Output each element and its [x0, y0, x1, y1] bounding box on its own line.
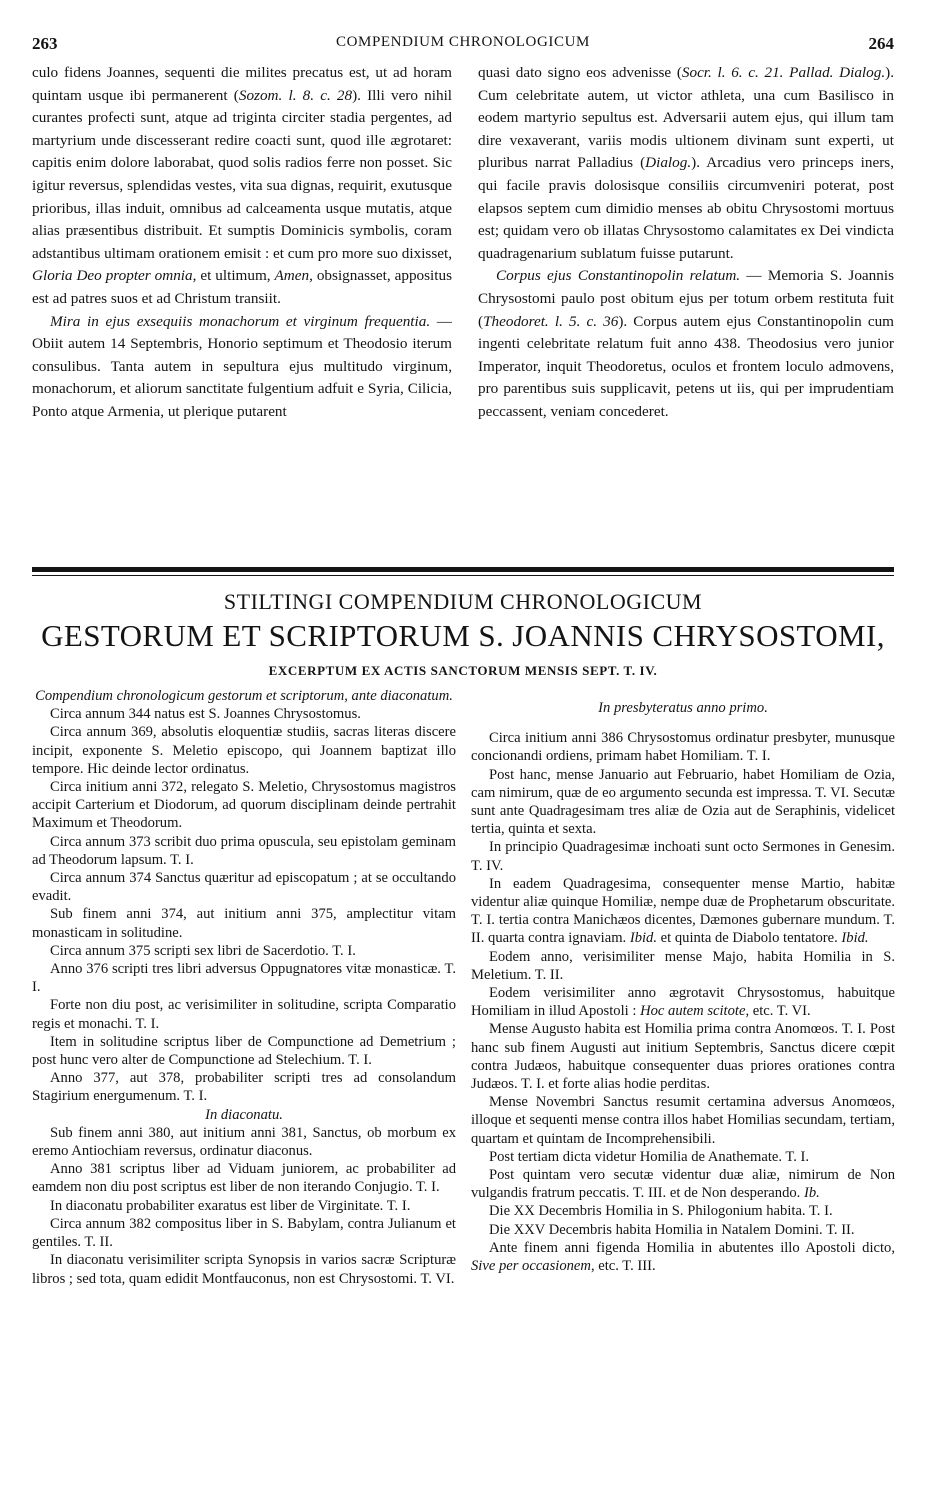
section-title: In presbyteratus anno primo. [598, 700, 768, 716]
quotation: Hoc autem scitote [640, 1003, 746, 1020]
page-number-right: 264 [868, 34, 894, 53]
paragraph: culo fidens Joannes, sequenti die milites precatus est, ut ad horam quintam usque ibi permanerent (Sozom. l. 8. c. 28). Illi vero nihil curantes profecti sunt, atque ad triginta circiter stadia pergentes, ad martyrium unde discesserant redire coacti sunt, quod ille ægrotaret: capitis enim dolore laborabat, quod solis radios ferre non posset. Sic igitur reversus, splendidas vestes, vita sua dignas, requirit, exutusque prioribus, illas induit, omnibus ad calceamenta usque mutatis, atque alias præsentibus distribuit. Et sumptis Dominicis symbolis, coram adstantibus ultimam orationem emisit : et cum pro more suo dixisset, Gloria Deo propter omnia, et ultimum, Amen, obsignasset, appositus est ad patres suos et ad Christum transiit. [32, 64, 452, 307]
chronology-entry: Eodem verisimiliter anno ægrotavit Chrysostomus, habuitque Homiliam in illud Apostoli : Hoc autem scitote, etc. T. VI. [471, 985, 895, 1020]
chronology-entry: Circa annum 344 natus est S. Joannes Chrysostomus. [50, 706, 361, 723]
page-number-left: 263 [32, 34, 58, 53]
chronology-entry: Circa annum 374 Sanctus quæritur ad episcopatum ; at se occultando evadit. [32, 870, 456, 905]
citation: Socr. l. 6. c. 21. Pallad. Dialog. [681, 64, 886, 81]
paragraph: Corpus ejus Constantinopolin relatum. — Memoria S. Joannis Chrysostomi paulo post obitum ejus per totum orbem restituta fuit (Theodoret. l. 5. c. 36). Corpus autem ejus Constantinopolin cum ingenti celebritate relatum fuit anno 438. Theodosius vero junior Imperator, inquit Theodoretus, oculos et frontem loculo admovens, pro parentibus suis supplicavit, petens ut iis, qui per imprudentiam peccassent, veniam concederet. [478, 267, 894, 420]
section-title: Compendium chronologicum gestorum et scriptorum, ante diaconatum. [35, 688, 453, 704]
chronology-entry: Circa annum 375 scripti sex libri de Sacerdotio. T. I. [50, 942, 356, 959]
bottom-right-column [471, 699, 895, 1489]
chronology-entry: In eadem Quadragesima, consequenter mense Martio, habitæ videntur aliæ quinque Homiliæ, nempe duæ de Prophetarum obscuritate. T. I. tertia contra Manichæos dicentes, Dæmones gubernare mundum. T. II. quarta contra ignaviam. Ibid. et quinta de Diabolo tentatore. Ibid. [471, 875, 895, 947]
citation: Sozom. l. 8. c. 28 [238, 86, 353, 104]
chronology-entry: Mense Novembri Sanctus resumit certamina adversus Anomœos, illoque et sequenti mense contra illos habet Homilias secundam, tertiam, quartam et quintam de Incomprehensibili. [471, 1094, 895, 1147]
main-title: GESTORUM ET SCRIPTORUM S. JOANNIS CHRYSOSTOMI, [41, 618, 885, 653]
subtitle: EXCERPTUM EX ACTIS SANCTORUM MENSIS SEPT. T. IV. [268, 663, 658, 678]
chronology-entry: Circa initium anni 386 Chrysostomus ordinatur presbyter, munusque concionandi ordiens, primam habet Homiliam. T. I. [471, 730, 895, 765]
chronology-entry: Circa annum 382 compositus liber in S. Babylam, contra Julianum et gentiles. T. II. [32, 1215, 456, 1251]
chronology-entry: Sub finem anni 380, aut initium anni 381, Sanctus, ob morbum ex eremo Antiochiam reversus, ordinatur diaconus. [32, 1124, 456, 1160]
chronology-entry: In principio Quadragesimæ inchoati sunt octo Sermones in Genesim. T. IV. [471, 839, 895, 874]
paragraph-title: Mira in ejus exsequiis monachorum et virginum frequentia. [50, 312, 431, 330]
citation: Ibid. [841, 930, 869, 947]
paragraph-title: Corpus ejus Constantinopolin relatum. [496, 267, 741, 285]
chronology-entry: Circa annum 369, absolutis eloquentiæ studiis, sacras literas discere incipit, exponente S. Meletio episcopo, qui Joannem baptizat illo tempore. Hic deinde lector ordinatus. [32, 724, 456, 777]
top-right-column [478, 62, 894, 564]
chronology-entry: Post hanc, mense Januario aut Februario, habet Homiliam de Ozia, cam nimirum, quæ de eo argumento secunda est impressa. T. VI. Secutæ sunt ante Quadragesimam tres aliæ de Ozia aut de Seraphinis, videlicet tertia, quinta et sexta. [471, 766, 895, 838]
chronology-entry: Anno 381 scriptus liber ad Viduam juniorem, ac probabiliter ad eamdem non diu post scriptus est liber de non iterando Conjugio. T. I. [32, 1161, 456, 1196]
quotation: Sive per occasionem [471, 1258, 591, 1275]
chronology-entry: Ante finem anni figenda Homilia in abutentes illo Apostoli dicto, Sive per occasionem, etc. T. III. [471, 1239, 895, 1275]
quotation: Amen [274, 267, 310, 285]
chronology-entry: Anno 376 scripti tres libri adversus Oppugnatores vitæ monasticæ. T. I. [32, 961, 456, 996]
citation: Dialog. [645, 154, 692, 172]
top-left-column [32, 62, 452, 564]
chronology-entry: Die XX Decembris Homilia in S. Philogonium habita. T. I. [489, 1203, 833, 1220]
divider-rule-thin [32, 575, 894, 576]
running-title: COMPENDIUM CHRONOLOGICUM [336, 34, 590, 50]
chronology-entry: In diaconatu probabiliter exaratus est liber de Virginitate. T. I. [50, 1197, 411, 1214]
quotation: Gloria Deo propter omnia [32, 267, 193, 285]
citation: Ib. [803, 1185, 820, 1202]
section-title: In diaconatu. [205, 1106, 283, 1123]
chronology-entry: In diaconatu verisimiliter scripta Synopsis in varios sacræ Scripturæ libros ; sed tota, quam edidit Montfauconus, non est Chrysostomi. T. VI. [32, 1252, 456, 1287]
chronology-entry: Post tertiam dicta videtur Homilia de Anathemate. T. I. [489, 1148, 810, 1165]
chronology-entry: Sub finem anni 374, aut initium anni 375, amplectitur vitam monasticam in solitudine. [32, 906, 456, 941]
chronology-entry: Die XXV Decembris habita Homilia in Natalem Domini. T. II. [489, 1221, 855, 1238]
chronology-entry: Circa initium anni 372, relegato S. Meletio, Chrysostomus magistros accipit Carterium et Diodorum, ad quorum disciplinam deinde pertrahit Maximum et Theodorum. [32, 779, 456, 832]
section-heading: STILTINGI COMPENDIUM CHRONOLOGICUM [223, 589, 703, 614]
chronology-entry: Eodem anno, verisimiliter mense Majo, habita Homilia in S. Meletium. T. II. [471, 948, 895, 983]
bottom-left-column [32, 687, 456, 1487]
paragraph: quasi dato signo eos advenisse (Socr. l. 6. c. 21. Pallad. Dialog.). Cum celebritate autem, ut victor athleta, una cum Basilisco in eodem martyrio sepultus est. Adversarii autem ejus, qui illum tam dire vexaverant, variis modis ultionem divinam sunt experti, ut pluribus narrat Palladius (Dialog.). Arcadius vero princeps iners, qui facile pravis dolosisque consiliis circumveniri poterat, post elapsos septem cum dimidio menses ab obitu Chrysostomi mortuus est; quidam vero ob illatas Chrysostomo calamitates ex Dei vindicta quadragenarium sublatum fuisse putarunt. [478, 64, 894, 262]
divider-rule-heavy [32, 567, 894, 572]
citation: Theodoret. l. 5. c. 36 [483, 312, 619, 330]
chronology-entry: Post quintam vero secutæ videntur duæ aliæ, nimirum de Non vulgandis fratrum peccatis. T. III. et de Non desperando. Ib. [471, 1167, 895, 1202]
chronology-entry: Forte non diu post, ac verisimiliter in solitudine, scripta Comparatio regis et monachi. T. I. [32, 997, 456, 1032]
chronology-entry: Circa annum 373 scribit duo prima opuscula, seu epistolam geminam ad Theodorum lapsum. T. I. [32, 833, 456, 868]
citation: Ibid. [629, 930, 658, 947]
paragraph: Mira in ejus exsequiis monachorum et virginum frequentia. — Obiit autem 14 Septembris, Honorio septimum et Theodosio iterum consulibus. Tanta autem in sepultura ejus multitudo virginum, monachorum, et aliorum sanctitate fulgentium adfuit e Syria, Cilicia, Ponto atque Armenia, ut plerique putarent [32, 312, 452, 420]
page-header [32, 34, 894, 56]
chronology-entry: Mense Augusto habita est Homilia prima contra Anomœos. T. I. Post hanc sub finem Augusti aut initium Septembris, Sanctus dicere cœpit contra Judæos, habuitque consequenter duas priores orationes contra Judæos. T. I. et forte alias hodie perditas. [471, 1021, 895, 1093]
chronology-entry: Anno 377, aut 378, probabiliter scripti tres ad consolandum Stagirium energumenum. T. I. [32, 1070, 456, 1105]
chronology-entry: Item in solitudine scriptus liber de Compunctione ad Demetrium ; post hunc vero alter de Compunctione ad Stelechium. T. I. [32, 1033, 456, 1069]
